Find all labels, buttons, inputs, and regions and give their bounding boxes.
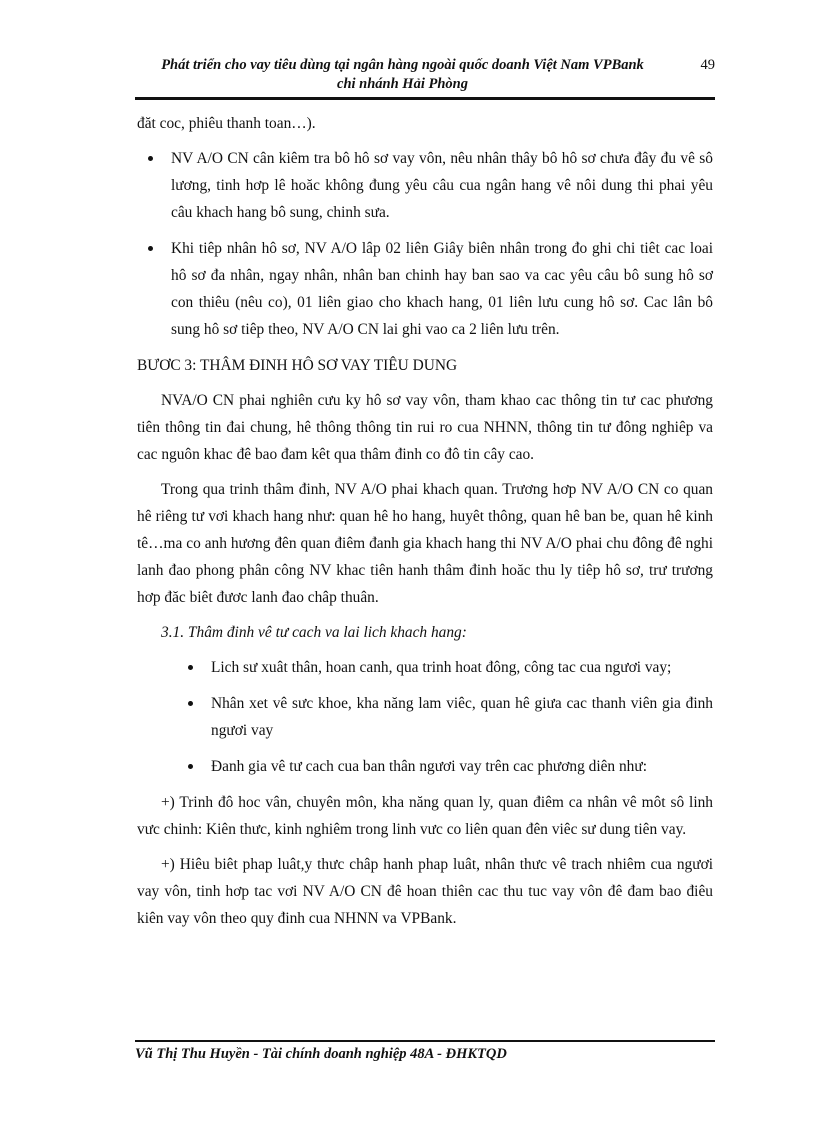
list-item (137, 690, 713, 744)
list-item-text: Lich sư xuât thân, hoan canh, qua trinh hoat đông, công tac cua ngươi vay; (211, 659, 672, 676)
bullet-icon (148, 246, 153, 251)
paragraph: +) Trinh đô hoc vân, chuyên môn, kha năng quan ly, quan điêm ca nhân vê môt sô linh vưc chinh: Kiên thưc, kinh nghiêm trong linh vưc co liên quan đên viêc sư dung tiên vay. (137, 794, 713, 838)
paragraph: +) Hiêu biêt phap luât,y thưc châp hanh phap luât, nhân thưc vê trach nhiêm cua ngươi vay vôn, tinh hơp tac vơi NV A/O CN đê hoan thiên cac thu tuc vay vôn đê đam bao điêu kiên vay vôn theo quy đinh cua NHNN va VPBank. (137, 856, 713, 927)
page-header (135, 56, 715, 94)
bullet-icon (188, 764, 193, 769)
list-item (137, 235, 713, 343)
bullet-icon (188, 701, 193, 706)
paragraph: NVA/O CN phai nghiên cưu ky hô sơ vay vôn, tham khao cac thông tin tư cac phương tiên thông tin đai chung, hê thông thông tin rui ro cua NHNN, thông tin tư đông nghiêp va cac nguôn khac đê bao đam kêt qua thâm đinh co đô tin cây cao. (137, 392, 713, 463)
list-item (137, 753, 713, 780)
page-footer: Vũ Thị Thu Huyền - Tài chính doanh nghiệp 48A - ĐHKTQD (135, 1046, 507, 1062)
footer-divider (135, 1040, 715, 1042)
page-body (137, 110, 713, 940)
paragraph: Trong qua trinh thâm đinh, NV A/O phai khach quan. Trương hơp NV A/O CN co quan hê riêng tư vơi khach hang như: quan hê ho hang, huyêt thông, quan hê ban be, quan hê kinh tê…ma co anh hương đên quan điêm đanh gia khach hang thi NV A/O phai chu đông đê nghi lanh đao phong phân công NV khac tiên hanh thâm đinh hoăc thu ly tiêp hô sơ, trư trương hơp đăc biêt đươc lanh đao châp thuân. (137, 481, 713, 606)
requirements-list (137, 145, 713, 343)
list-item-text: Khi tiêp nhân hô sơ, NV A/O lâp 02 liên Giây biên nhân trong đo ghi chi tiêt cac loai hô sơ đa nhân, ngay nhân, nhân ban chinh hay ban sao va cac yêu câu bô sung hô sơ con thiêu (nêu co), 01 liên giao cho khach hang, 01 liên lưu cung hô sơ. Cac lân bô sung hô sơ tiêp theo, NV A/O CN lai ghi vao ca 2 liên lưu trên. (171, 240, 713, 338)
bullet-icon (188, 665, 193, 670)
list-item (137, 145, 713, 226)
document-title-line2: chi nhánh Hải Phòng (337, 76, 468, 92)
header-divider (135, 97, 715, 100)
list-item (137, 654, 713, 681)
subsection-heading: 3.1. Thâm đinh vê tư cach va lai lich khach hang: (161, 624, 467, 641)
list-item-text: NV A/O CN cân kiêm tra bô hô sơ vay vôn, nêu nhân thây bô hô sơ chưa đây đu vê sô lương, tinh hơp lê hoăc không đung yêu câu cua ngân hang vê nôi dung thi phai yêu câu khach hang bô sung, chinh sưa. (171, 150, 713, 221)
document-title-line1: Phát triển cho vay tiêu dùng tại ngân hàng ngoài quốc doanh Việt Nam VPBank (161, 57, 644, 73)
section-heading: BƯƠC 3: THÂM ĐINH HÔ SƠ VAY TIÊU DUNG (137, 357, 458, 374)
list-item-text: Nhân xet vê sưc khoe, kha năng lam viêc, quan hê giưa cac thanh viên gia đinh ngươi vay (211, 695, 713, 739)
page-number: 49 (700, 57, 715, 73)
opening-line: đăt coc, phiêu thanh toan…). (137, 115, 316, 132)
list-item-text: Đanh gia vê tư cach cua ban thân ngươi vay trên cac phương diên như: (211, 758, 647, 775)
appraisal-list (137, 654, 713, 780)
bullet-icon (148, 156, 153, 161)
